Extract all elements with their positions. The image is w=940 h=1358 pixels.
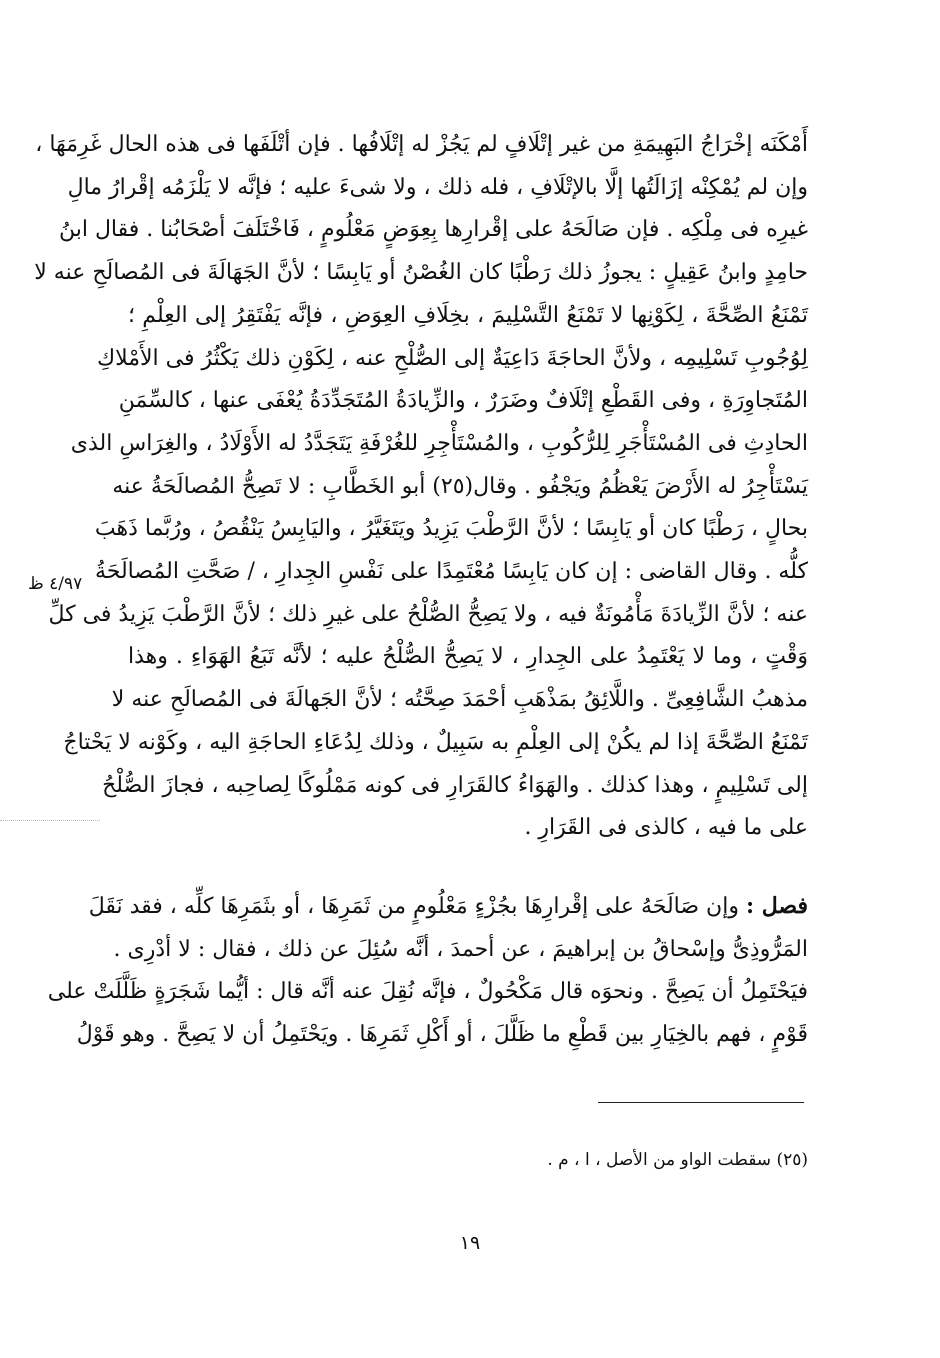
text-line: المَرُّوذِىُّ وإسْحاقُ بن إبراهيمَ ، عن أحمدَ ، أنَّه سُئِلَ عن ذلك ، فقال : لا أدْرِى . bbox=[113, 936, 808, 962]
text-line: غيرِه فى مِلْكِه . فإن صَالَحَهُ على إقْرارِها بِعِوَضٍ مَعْلُومٍ ، فَاخْتَلَفَ أصْحَابُنا . فقال ابنُ bbox=[58, 217, 808, 243]
text-line: أَمْكَنَه إخْرَاجُ البَهِيمَةِ من غير إتْلَافٍ لم يَجُزْ له إتْلَافُها . فإن أتْلَفَها فى هذه الحال غَرِمَهَا ، bbox=[35, 132, 808, 157]
text-line: فيَحْتَمِلُ أن يَصِحَّ . ونحوَه قال مَكْحُولٌ ، فإنَّه نُقِلَ عنه أنَّه قال : أيُّما شَجَرَةٍ ظَلَّلَتْ على bbox=[47, 979, 808, 1005]
text-line: عنه ؛ لأنَّ الزِّيادَةَ مَأْمُونَةٌ فيه ، ولا يَصِحُّ الصُّلْحُ على غيرِ ذلك ؛ لأنَّ الرَّطْبَ يَزِيدُ فى كلِّ bbox=[48, 601, 808, 627]
text-line: كلُّه . وقال القاضى : إن كان يَابِسًا مُعْتَمِدًا على نَفْسِ الجِدارِ ، / صَحَّتِ المُصالَحَةُ bbox=[94, 559, 808, 585]
text-line: وإن لم يُمْكِنْه إزَالَتُها إلَّا بالإتْلَافِ ، فله ذلك ، ولا شىءَ عليه ؛ فإنَّه لا يَلْزَمُه إقْرارُ مالِ bbox=[67, 174, 808, 200]
text-line: تَمْنَعُ الصِّحَّةَ إذا لم يكُنْ إلى العِلْمِ به سَبِيلٌ ، وذلك لِدُعَاءِ الحاجَةِ اليه ، وكَوْنه لا يَحْتاجُ bbox=[63, 729, 808, 755]
margin-folio-note: ٤/٩٧ ظ bbox=[28, 574, 83, 594]
text-line: إلى تَسْلِيمٍ ، وهذا كذلك . والهَوَاءُ كالقَرَارِ فى كونه مَمْلُوكًا لِصاحِبه ، فجازَ الصُّلْحُ bbox=[102, 772, 808, 798]
footnote: (٢٥) سقطت الواو من الأصل ، ا ، م . bbox=[547, 1150, 808, 1170]
text-line: لِوُجُوبِ تَسْلِيمِه ، ولأنَّ الحاجَةَ دَاعِيَةٌ إلى الصُّلْحِ عنه ، لِكَوْنِ ذلك يَكْثُرُ فى الأَمْلاكِ bbox=[96, 345, 808, 371]
text-line: بحالٍ ، رَطْبًا كان أو يَابِسًا ؛ لأنَّ الرَّطْبَ يَزِيدُ ويَتَغَيَّرُ ، واليَابِسُ يَنْقُصُ ، ورُبَّما ذَهَبَ bbox=[94, 516, 808, 542]
text-line: مذهبُ الشَّافِعِىِّ . واللَّائِقُ بمَذْهَبِ أحْمَدَ صِحَّتُه ؛ لأنَّ الجَهالَةَ فى المُصالَحِ عنه لا bbox=[111, 687, 808, 713]
text-line: تَمْنَعُ الصِّحَّةَ ، لِكَوْنِها لا تَمْنَعُ التَّسْلِيمَ ، بخِلَافِ العِوَضِ ، فإنَّه يَفْتَقِرُ إلى العِلْمِ ؛ bbox=[128, 302, 808, 328]
text-line bbox=[88, 885, 808, 929]
page-number: ١٩ bbox=[459, 1232, 481, 1254]
footnote-separator bbox=[598, 1102, 804, 1103]
text-line: قَوْمٍ ، فهم بالخِيَارِ بين قَطْعِ ما ظَلَّلَ ، أو أَكْلِ ثَمَرِهَا . ويَحْتَمِلُ أن لا يَصِحَّ . وهو قَوْلُ bbox=[76, 1022, 808, 1048]
text-line: الحادِثِ فى المُسْتَأْجَرِ لِلرُّكُوبِ ، والمُسْتَأْجِرِ للغُرْفَةِ يَتَجَدَّدُ له الأَوْلَادُ ، والغِرَاسِ الذى bbox=[70, 430, 808, 456]
text-line: المُتَجاوِرَةِ ، وفى القَطْعِ إتْلَافٌ وضَرَرٌ ، والزِّيادَةُ المُتَجَدِّدَةُ يُعْفَى عنها ، كالسِّمَنِ bbox=[118, 388, 808, 414]
fasl-label: فصل : bbox=[745, 893, 808, 919]
text-line: يَسْتَأْجِرُ له الأَرْضَ يَعْظُمُ ويَجْفُو . وقال(٢٥) أبو الخَطَّابِ : لا تَصِحُّ المُصالَحَةُ عنه bbox=[112, 473, 808, 499]
text-line-last: على ما فيه ، كالذى فى القَرَارِ . bbox=[524, 815, 808, 841]
margin-dotted-line bbox=[0, 820, 100, 821]
text-line: وَقْتٍ ، وما لا يَعْتَمِدُ على الجِدارِ ، لا يَصِحُّ الصُّلْحُ عليه ؛ لأنَّه تَبَعُ الهَوَاءِ . وهذا bbox=[128, 644, 808, 670]
fasl-paragraph bbox=[47, 885, 808, 1057]
text-line: حامِدٍ وابنُ عَقِيلٍ : يجوزُ ذلك رَطْبًا كان الغُصْنُ أو يَابِسًا ؛ لأنَّ الجَهَالَةَ فى المُصالَحِ عنه لا bbox=[34, 260, 808, 286]
text-line-content: وإن صَالَحَهُ على إقْرارِهَا بجُزْءٍ مَعْلُومٍ من ثَمَرِهَا ، أو بثَمَرِهَا كلِّه ، فقد نَقَلَ bbox=[88, 894, 739, 919]
